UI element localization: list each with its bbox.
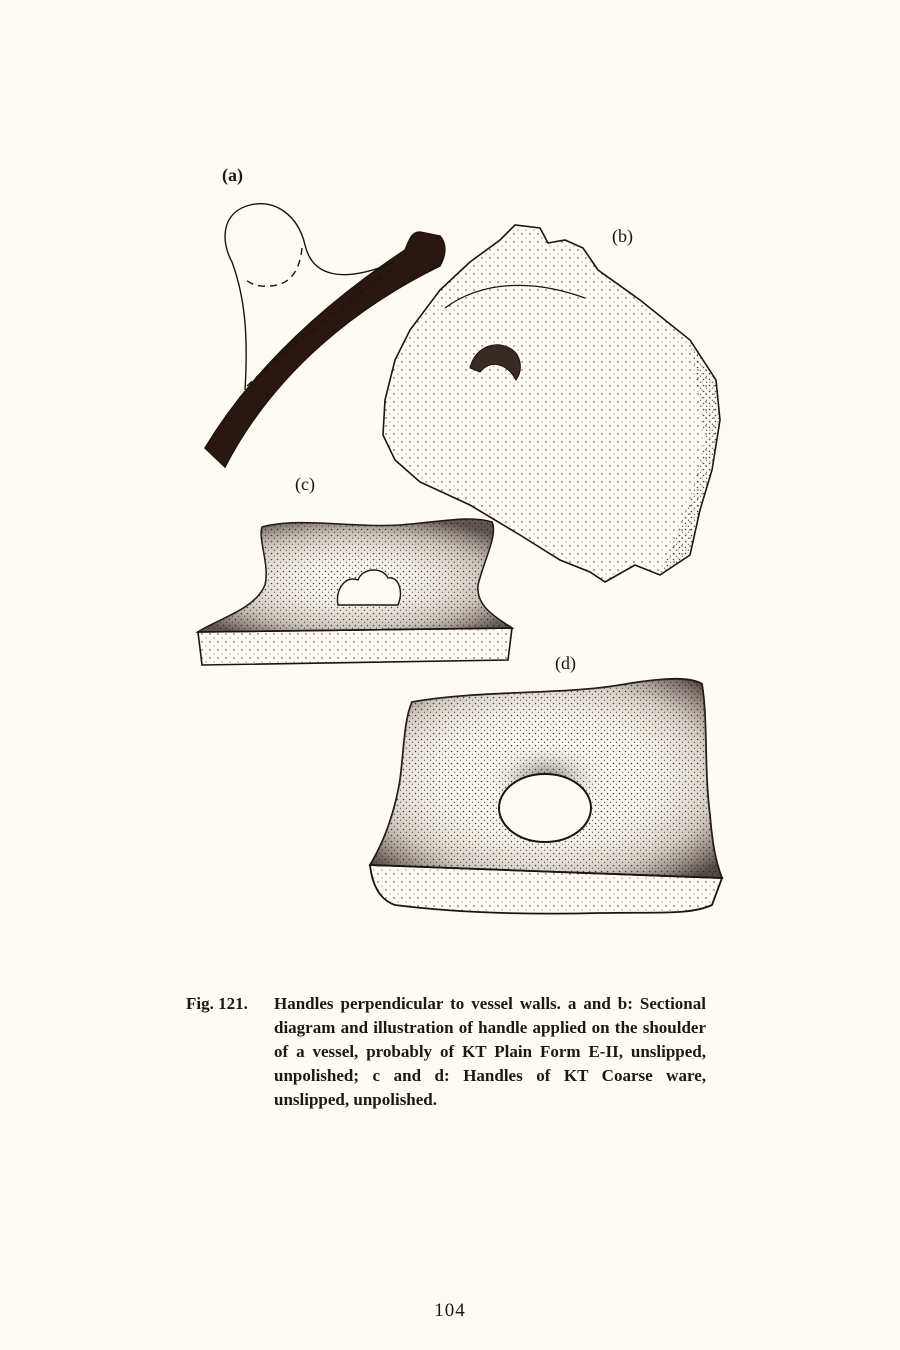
figure-label-d: (d) bbox=[555, 653, 576, 673]
figure-label-b: (b) bbox=[612, 226, 633, 246]
illustration-d bbox=[370, 679, 722, 914]
caption-text: Handles perpendicular to vessel walls. a and b: Sectional diagram and illustration of handle applied on the shoulder of a vessel, probably of KT Plain Form E-II, unslipped, unpolished; c and d: Handles of KT Coarse ware, unslipped, unpolished. bbox=[274, 994, 706, 1109]
illustration-c bbox=[198, 519, 512, 665]
handle-hole-d bbox=[499, 774, 591, 842]
figure-label-a: (a) bbox=[222, 165, 243, 185]
base-c bbox=[198, 628, 512, 665]
figure-number: Fig. 121. bbox=[186, 994, 248, 1013]
page-number: 104 bbox=[434, 1300, 466, 1321]
figure-label-c: (c) bbox=[295, 474, 315, 494]
figure-caption bbox=[186, 992, 706, 1112]
